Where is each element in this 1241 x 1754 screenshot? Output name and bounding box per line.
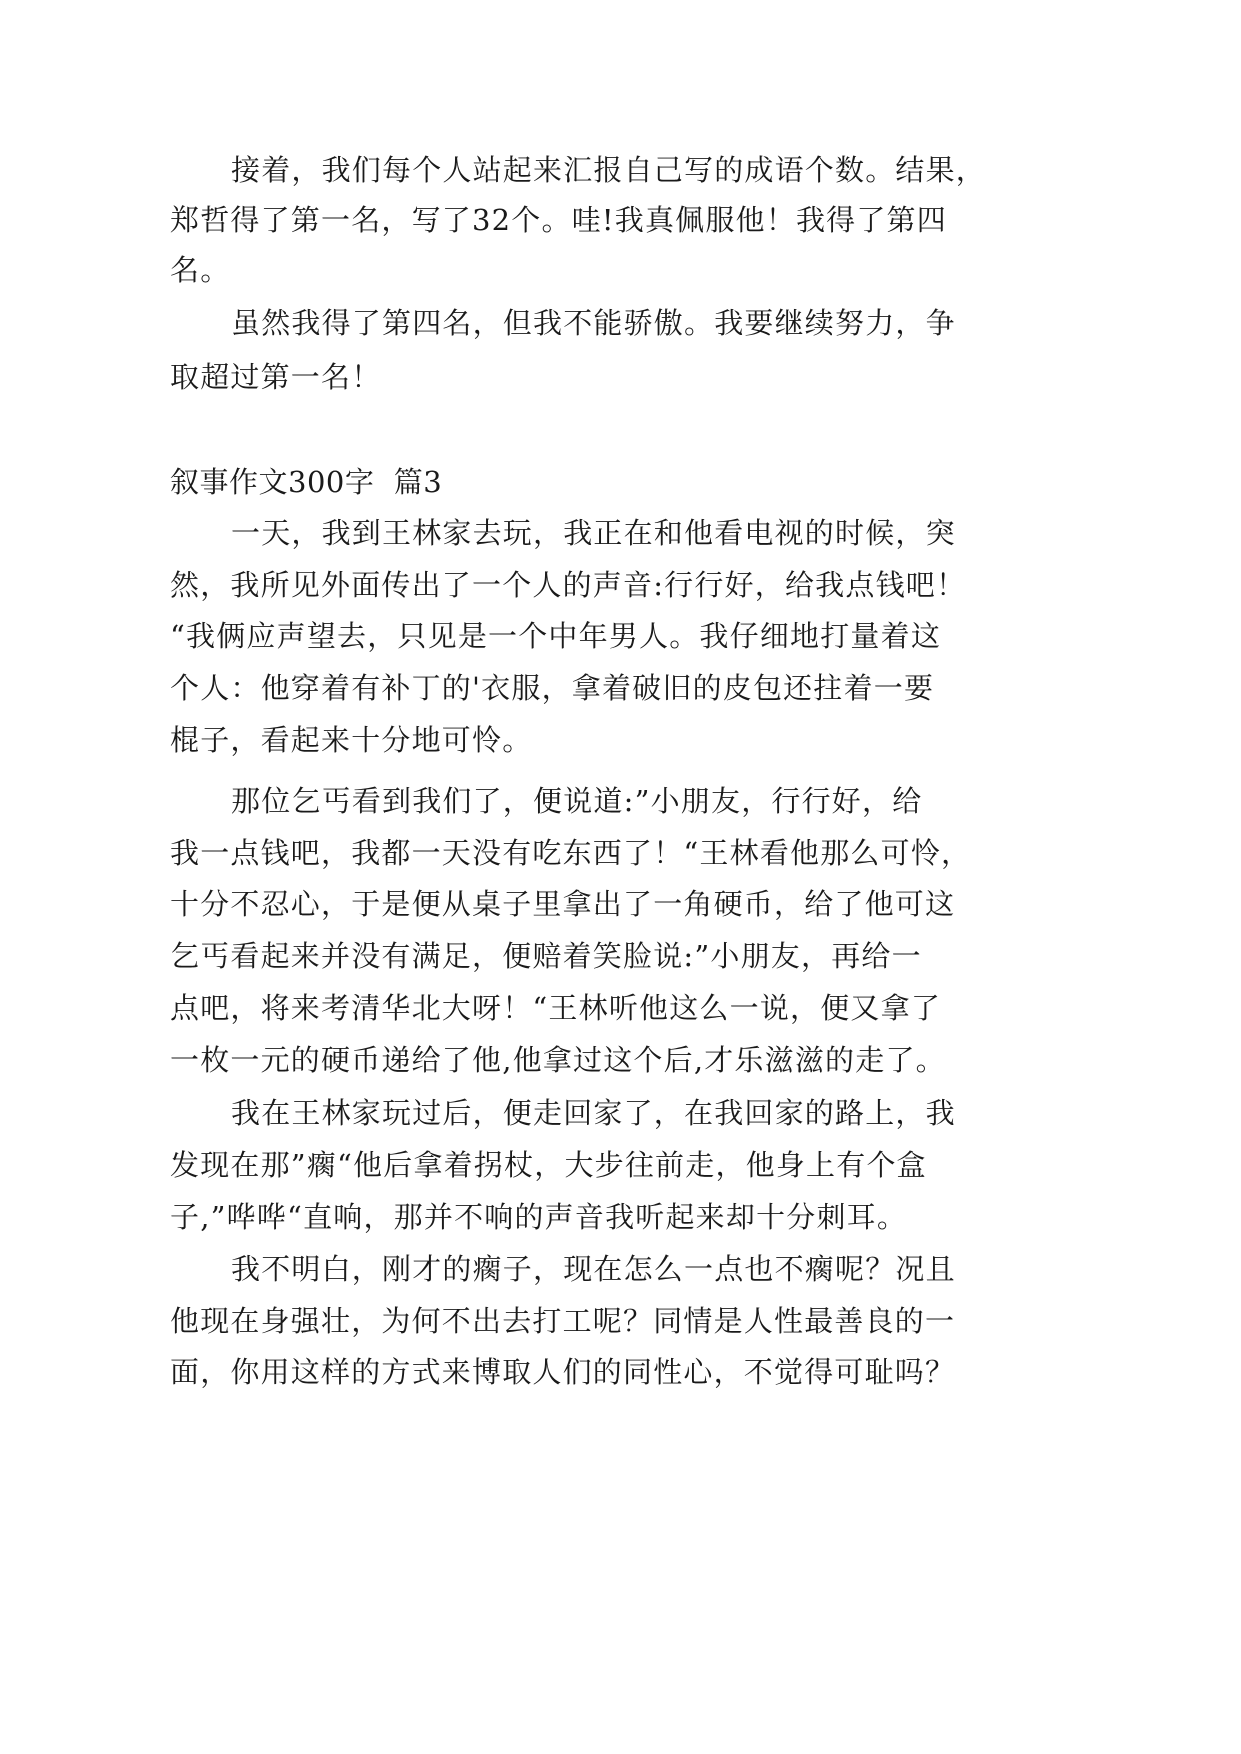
- text-line: 那位乞丐看到我们了，便说道:”小朋友，行行好，给: [231, 784, 923, 818]
- text-line: 子,”哗哗“直响，那并不响的声音我听起来却十分刺耳。: [170, 1200, 908, 1234]
- text-line: 我在王林家玩过后，便走回家了，在我回家的路上，我: [231, 1096, 956, 1130]
- text-line: 一天，我到王林家去玩，我正在和他看电视的时候，突: [231, 516, 956, 550]
- text-line: 一枚一元的硬币递给了他,他拿过这个后,才乐滋滋的走了。: [170, 1043, 946, 1077]
- text-line: 个人：他穿着有补丁的'衣服，拿着破旧的皮包还拄着一要: [170, 671, 935, 705]
- text-line: 棍子，看起来十分地可怜。: [170, 723, 533, 757]
- text-line: 接着，我们每个人站起来汇报自己写的成语个数。结果，: [231, 153, 987, 187]
- text-line: 十分不忍心，于是便从桌子里拿出了一角硬币，给了他可这: [170, 887, 956, 921]
- text-line: 虽然我得了第四名，但我不能骄傲。我要继续努力，争: [231, 306, 956, 340]
- text-line: 乞丐看起来并没有满足，便赔着笑脸说:”小朋友，再给一: [170, 939, 922, 973]
- text-line: 然，我所见外面传出了一个人的声音:行行好，给我点钱吧！: [170, 568, 967, 602]
- text-line: 发现在那”瘸“他后拿着拐杖，大步往前走，他身上有个盒: [170, 1148, 927, 1182]
- text-line: 面，你用这样的方式来博取人们的同性心，不觉得可耻吗？: [170, 1355, 956, 1389]
- text-line: 点吧，将来考清华北大呀！“王林听他这么一说，便又拿了: [170, 991, 942, 1025]
- section-heading: 叙事作文300字 篇3: [170, 465, 443, 499]
- text-line: “我俩应声望去，只见是一个中年男人。我仔细地打量着这: [170, 619, 942, 653]
- text-line: 我一点钱吧，我都一天没有吃东西了！“王林看他那么可怜，: [170, 836, 972, 870]
- text-line: 他现在身强壮，为何不出去打工呢？同情是人性最善良的一: [170, 1304, 956, 1338]
- text-line: 名。: [170, 253, 231, 287]
- text-line: 我不明白，刚才的瘸子，现在怎么一点也不瘸呢？况且: [231, 1252, 956, 1286]
- text-line: 郑哲得了第一名，写了32个。哇!我真佩服他！我得了第四: [170, 203, 947, 237]
- text-line: 取超过第一名！: [170, 360, 382, 394]
